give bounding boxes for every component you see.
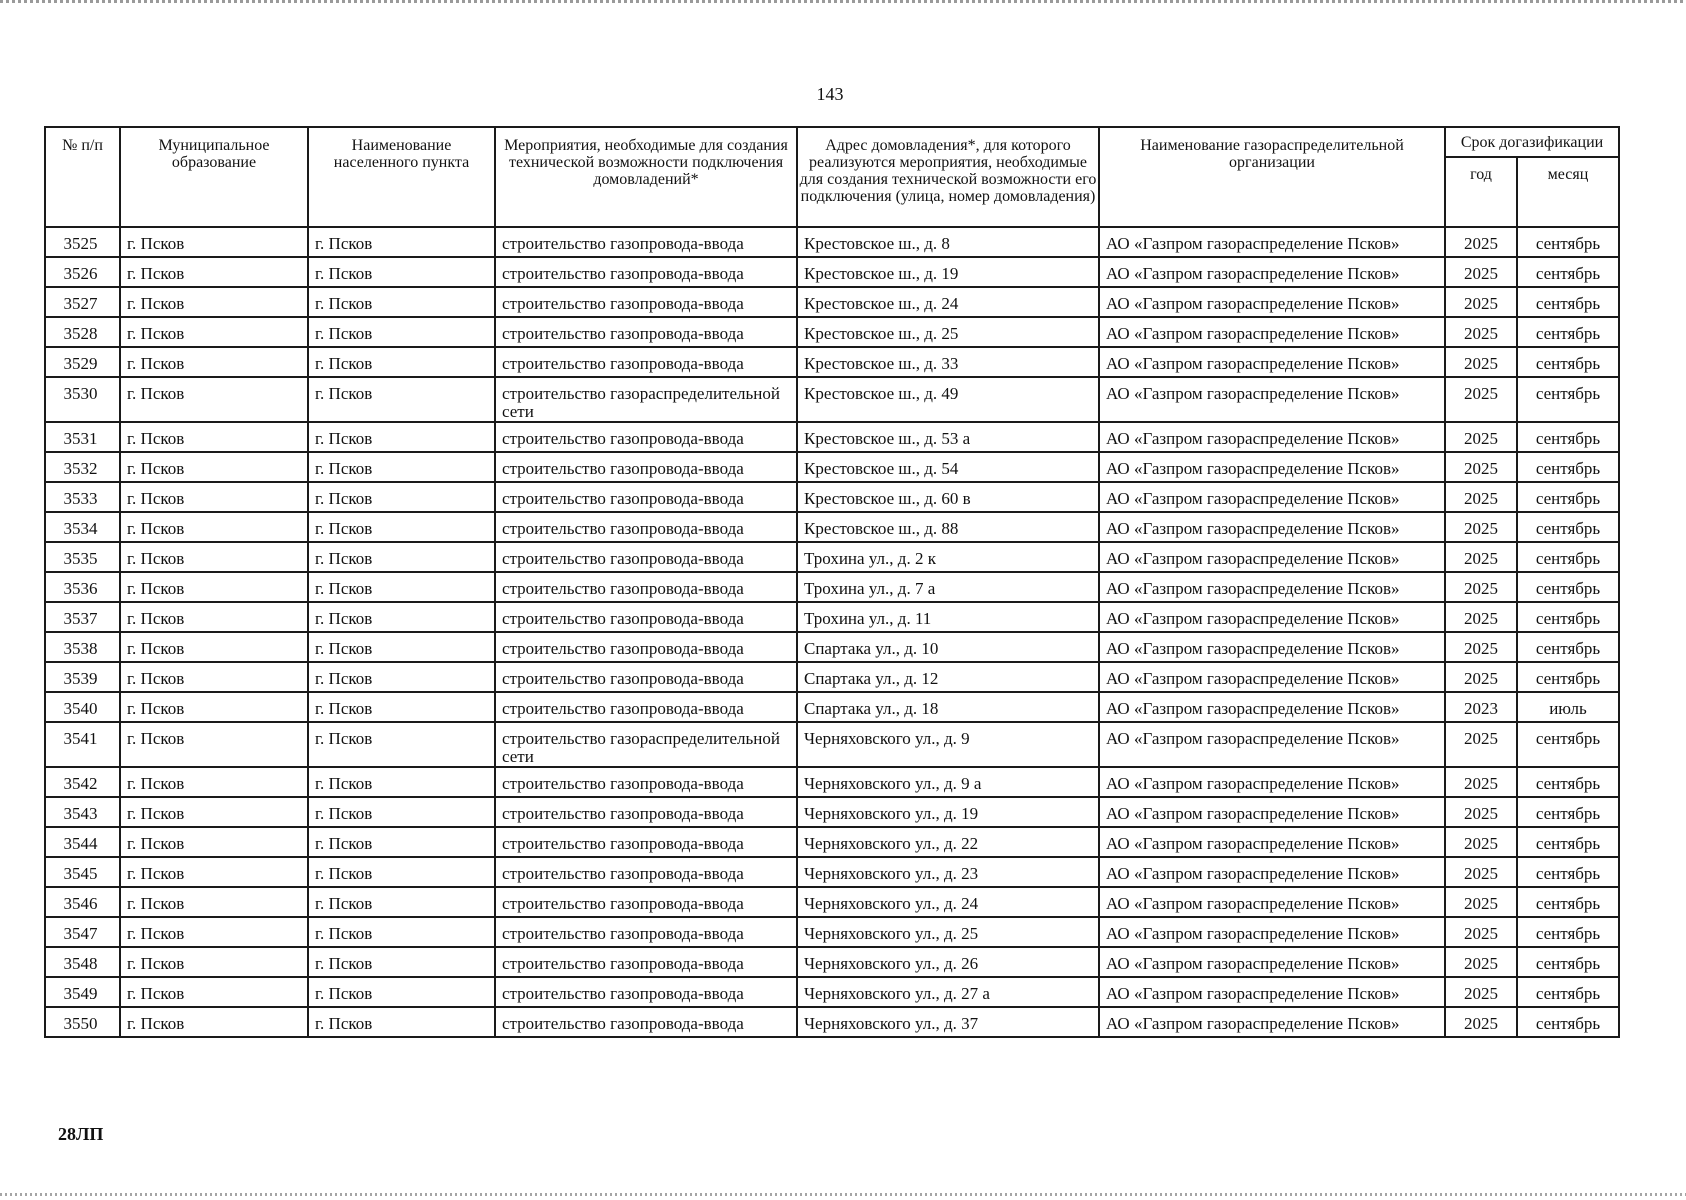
cell-num: 3526 — [45, 257, 120, 287]
table-row — [45, 692, 1619, 722]
cell-measure: строительство газопровода-ввода — [495, 422, 797, 452]
cell-organization: АО «Газпром газораспределение Псков» — [1099, 977, 1445, 1007]
cell-measure: строительство газопровода-ввода — [495, 827, 797, 857]
cell-settlement: г. Псков — [308, 287, 495, 317]
cell-settlement: г. Псков — [308, 1007, 495, 1037]
cell-year: 2025 — [1445, 257, 1517, 287]
cell-measure: строительство газопровода-ввода — [495, 692, 797, 722]
cell-address: Спартака ул., д. 12 — [797, 662, 1099, 692]
cell-organization: АО «Газпром газораспределение Псков» — [1099, 887, 1445, 917]
cell-month: сентябрь — [1517, 917, 1619, 947]
cell-num: 3550 — [45, 1007, 120, 1037]
cell-municipality: г. Псков — [120, 947, 308, 977]
cell-organization: АО «Газпром газораспределение Псков» — [1099, 602, 1445, 632]
gasification-table — [44, 126, 1620, 1038]
cell-year: 2025 — [1445, 632, 1517, 662]
cell-address: Черняховского ул., д. 25 — [797, 917, 1099, 947]
cell-measure: строительство газопровода-ввода — [495, 317, 797, 347]
cell-year: 2025 — [1445, 602, 1517, 632]
table-row — [45, 227, 1619, 257]
scan-edge-bottom — [0, 1193, 1686, 1196]
cell-month: сентябрь — [1517, 542, 1619, 572]
table-row — [45, 1007, 1619, 1037]
cell-address: Крестовское ш., д. 24 — [797, 287, 1099, 317]
cell-settlement: г. Псков — [308, 377, 495, 422]
cell-month: сентябрь — [1517, 422, 1619, 452]
cell-month: сентябрь — [1517, 512, 1619, 542]
cell-organization: АО «Газпром газораспределение Псков» — [1099, 287, 1445, 317]
cell-measure: строительство газопровода-ввода — [495, 632, 797, 662]
cell-settlement: г. Псков — [308, 977, 495, 1007]
cell-organization: АО «Газпром газораспределение Псков» — [1099, 227, 1445, 257]
cell-organization: АО «Газпром газораспределение Псков» — [1099, 422, 1445, 452]
cell-num: 3527 — [45, 287, 120, 317]
cell-measure: строительство газораспределительной сети — [495, 722, 797, 767]
header-num: № п/п — [45, 127, 120, 227]
cell-municipality: г. Псков — [120, 632, 308, 662]
table-row — [45, 887, 1619, 917]
header-settlement: Наименование населенного пункта — [308, 127, 495, 227]
cell-month: сентябрь — [1517, 572, 1619, 602]
cell-municipality: г. Псков — [120, 692, 308, 722]
cell-month: сентябрь — [1517, 887, 1619, 917]
cell-settlement: г. Псков — [308, 827, 495, 857]
cell-address: Черняховского ул., д. 9 — [797, 722, 1099, 767]
header-organization: Наименование газораспределительной организации — [1099, 127, 1445, 227]
cell-organization: АО «Газпром газораспределение Псков» — [1099, 692, 1445, 722]
cell-municipality: г. Псков — [120, 482, 308, 512]
cell-settlement: г. Псков — [308, 422, 495, 452]
cell-address: Крестовское ш., д. 19 — [797, 257, 1099, 287]
table-row — [45, 722, 1619, 767]
cell-num: 3532 — [45, 452, 120, 482]
cell-month: сентябрь — [1517, 347, 1619, 377]
cell-measure: строительство газопровода-ввода — [495, 662, 797, 692]
cell-num: 3546 — [45, 887, 120, 917]
table-row — [45, 347, 1619, 377]
cell-settlement: г. Псков — [308, 917, 495, 947]
cell-year: 2025 — [1445, 767, 1517, 797]
cell-municipality: г. Псков — [120, 287, 308, 317]
cell-settlement: г. Псков — [308, 797, 495, 827]
scan-edge-top — [0, 0, 1686, 3]
cell-organization: АО «Газпром газораспределение Псков» — [1099, 452, 1445, 482]
cell-num: 3529 — [45, 347, 120, 377]
cell-municipality: г. Псков — [120, 572, 308, 602]
cell-num: 3542 — [45, 767, 120, 797]
table-row — [45, 767, 1619, 797]
table-row — [45, 797, 1619, 827]
page-number: 143 — [816, 84, 844, 104]
cell-municipality: г. Псков — [120, 797, 308, 827]
cell-organization: АО «Газпром газораспределение Псков» — [1099, 722, 1445, 767]
cell-num: 3547 — [45, 917, 120, 947]
footer-code: 28ЛП — [58, 1124, 104, 1144]
cell-municipality: г. Псков — [120, 1007, 308, 1037]
table-row — [45, 827, 1619, 857]
cell-num: 3544 — [45, 827, 120, 857]
table-row — [45, 632, 1619, 662]
cell-measure: строительство газопровода-ввода — [495, 452, 797, 482]
cell-address: Крестовское ш., д. 60 в — [797, 482, 1099, 512]
cell-year: 2025 — [1445, 1007, 1517, 1037]
table-row — [45, 377, 1619, 422]
cell-organization: АО «Газпром газораспределение Псков» — [1099, 917, 1445, 947]
cell-organization: АО «Газпром газораспределение Псков» — [1099, 767, 1445, 797]
cell-measure: строительство газопровода-ввода — [495, 767, 797, 797]
cell-year: 2025 — [1445, 287, 1517, 317]
cell-measure: строительство газопровода-ввода — [495, 572, 797, 602]
cell-num: 3533 — [45, 482, 120, 512]
cell-year: 2025 — [1445, 512, 1517, 542]
cell-num: 3531 — [45, 422, 120, 452]
cell-municipality: г. Псков — [120, 767, 308, 797]
cell-settlement: г. Псков — [308, 602, 495, 632]
cell-year: 2025 — [1445, 227, 1517, 257]
cell-municipality: г. Псков — [120, 257, 308, 287]
table-row — [45, 602, 1619, 632]
cell-measure: строительство газопровода-ввода — [495, 482, 797, 512]
table-row — [45, 452, 1619, 482]
cell-month: сентябрь — [1517, 662, 1619, 692]
cell-measure: строительство газопровода-ввода — [495, 347, 797, 377]
cell-settlement: г. Псков — [308, 887, 495, 917]
header-month: месяц — [1517, 157, 1619, 227]
cell-measure: строительство газопровода-ввода — [495, 1007, 797, 1037]
cell-month: сентябрь — [1517, 827, 1619, 857]
cell-organization: АО «Газпром газораспределение Псков» — [1099, 797, 1445, 827]
cell-address: Крестовское ш., д. 33 — [797, 347, 1099, 377]
cell-measure: строительство газопровода-ввода — [495, 512, 797, 542]
cell-month: сентябрь — [1517, 377, 1619, 422]
cell-num: 3534 — [45, 512, 120, 542]
cell-year: 2025 — [1445, 572, 1517, 602]
cell-organization: АО «Газпром газораспределение Псков» — [1099, 827, 1445, 857]
cell-num: 3539 — [45, 662, 120, 692]
cell-settlement: г. Псков — [308, 482, 495, 512]
cell-municipality: г. Псков — [120, 542, 308, 572]
cell-municipality: г. Псков — [120, 722, 308, 767]
cell-num: 3540 — [45, 692, 120, 722]
table-row — [45, 512, 1619, 542]
cell-measure: строительство газопровода-ввода — [495, 947, 797, 977]
cell-year: 2025 — [1445, 947, 1517, 977]
cell-month: сентябрь — [1517, 857, 1619, 887]
cell-settlement: г. Псков — [308, 227, 495, 257]
cell-settlement: г. Псков — [308, 452, 495, 482]
cell-organization: АО «Газпром газораспределение Псков» — [1099, 482, 1445, 512]
cell-year: 2025 — [1445, 317, 1517, 347]
cell-settlement: г. Псков — [308, 572, 495, 602]
table-row — [45, 857, 1619, 887]
cell-month: сентябрь — [1517, 797, 1619, 827]
cell-address: Крестовское ш., д. 8 — [797, 227, 1099, 257]
cell-year: 2025 — [1445, 887, 1517, 917]
cell-municipality: г. Псков — [120, 887, 308, 917]
cell-measure: строительство газопровода-ввода — [495, 797, 797, 827]
cell-month: сентябрь — [1517, 227, 1619, 257]
cell-month: сентябрь — [1517, 482, 1619, 512]
cell-measure: строительство газопровода-ввода — [495, 257, 797, 287]
table-row — [45, 572, 1619, 602]
cell-address: Крестовское ш., д. 54 — [797, 452, 1099, 482]
cell-measure: строительство газопровода-ввода — [495, 857, 797, 887]
cell-municipality: г. Псков — [120, 422, 308, 452]
cell-organization: АО «Газпром газораспределение Псков» — [1099, 662, 1445, 692]
cell-organization: АО «Газпром газораспределение Псков» — [1099, 572, 1445, 602]
cell-municipality: г. Псков — [120, 827, 308, 857]
cell-num: 3525 — [45, 227, 120, 257]
cell-address: Трохина ул., д. 2 к — [797, 542, 1099, 572]
cell-settlement: г. Псков — [308, 257, 495, 287]
cell-month: сентябрь — [1517, 632, 1619, 662]
cell-settlement: г. Псков — [308, 347, 495, 377]
table-body — [45, 227, 1619, 1037]
table-row — [45, 662, 1619, 692]
cell-municipality: г. Псков — [120, 662, 308, 692]
cell-measure: строительство газопровода-ввода — [495, 227, 797, 257]
cell-measure: строительство газопровода-ввода — [495, 917, 797, 947]
cell-settlement: г. Псков — [308, 662, 495, 692]
cell-year: 2025 — [1445, 422, 1517, 452]
cell-measure: строительство газопровода-ввода — [495, 602, 797, 632]
cell-num: 3538 — [45, 632, 120, 662]
cell-num: 3537 — [45, 602, 120, 632]
cell-num: 3541 — [45, 722, 120, 767]
cell-settlement: г. Псков — [308, 692, 495, 722]
cell-num: 3528 — [45, 317, 120, 347]
cell-num: 3530 — [45, 377, 120, 422]
header-year: год — [1445, 157, 1517, 227]
cell-address: Черняховского ул., д. 22 — [797, 827, 1099, 857]
cell-year: 2025 — [1445, 977, 1517, 1007]
cell-measure: строительство газораспределительной сети — [495, 377, 797, 422]
cell-num: 3535 — [45, 542, 120, 572]
cell-settlement: г. Псков — [308, 512, 495, 542]
cell-month: сентябрь — [1517, 452, 1619, 482]
cell-year: 2025 — [1445, 377, 1517, 422]
cell-measure: строительство газопровода-ввода — [495, 977, 797, 1007]
cell-settlement: г. Псков — [308, 722, 495, 767]
header-term: Срок догазификации — [1445, 127, 1619, 157]
cell-year: 2025 — [1445, 347, 1517, 377]
table-row — [45, 917, 1619, 947]
cell-settlement: г. Псков — [308, 857, 495, 887]
header-municipality: Муниципальное образование — [120, 127, 308, 227]
table-row — [45, 977, 1619, 1007]
cell-organization: АО «Газпром газораспределение Псков» — [1099, 857, 1445, 887]
table-row — [45, 257, 1619, 287]
cell-month: сентябрь — [1517, 977, 1619, 1007]
cell-settlement: г. Псков — [308, 767, 495, 797]
cell-month: сентябрь — [1517, 1007, 1619, 1037]
cell-organization: АО «Газпром газораспределение Псков» — [1099, 947, 1445, 977]
cell-num: 3545 — [45, 857, 120, 887]
header-address: Адрес домовладения*, для которого реализуются мероприятия, необходимые для создания технической возможности его подключения (улица, номер домовладения) — [797, 127, 1099, 227]
cell-settlement: г. Псков — [308, 632, 495, 662]
table-row — [45, 947, 1619, 977]
cell-settlement: г. Псков — [308, 317, 495, 347]
cell-measure: строительство газопровода-ввода — [495, 887, 797, 917]
cell-address: Крестовское ш., д. 53 а — [797, 422, 1099, 452]
cell-year: 2025 — [1445, 452, 1517, 482]
header-measures: Мероприятия, необходимые для создания технической возможности подключения домовладений* — [495, 127, 797, 227]
cell-municipality: г. Псков — [120, 917, 308, 947]
cell-year: 2023 — [1445, 692, 1517, 722]
cell-month: сентябрь — [1517, 767, 1619, 797]
cell-settlement: г. Псков — [308, 947, 495, 977]
cell-year: 2025 — [1445, 722, 1517, 767]
cell-address: Черняховского ул., д. 37 — [797, 1007, 1099, 1037]
cell-address: Крестовское ш., д. 88 — [797, 512, 1099, 542]
cell-organization: АО «Газпром газораспределение Псков» — [1099, 632, 1445, 662]
cell-address: Черняховского ул., д. 23 — [797, 857, 1099, 887]
cell-organization: АО «Газпром газораспределение Псков» — [1099, 542, 1445, 572]
cell-municipality: г. Псков — [120, 377, 308, 422]
cell-settlement: г. Псков — [308, 542, 495, 572]
cell-num: 3549 — [45, 977, 120, 1007]
cell-municipality: г. Псков — [120, 977, 308, 1007]
cell-municipality: г. Псков — [120, 512, 308, 542]
table-header — [45, 127, 1619, 227]
cell-organization: АО «Газпром газораспределение Псков» — [1099, 512, 1445, 542]
cell-num: 3543 — [45, 797, 120, 827]
cell-month: сентябрь — [1517, 317, 1619, 347]
cell-year: 2025 — [1445, 827, 1517, 857]
cell-municipality: г. Псков — [120, 452, 308, 482]
cell-organization: АО «Газпром газораспределение Псков» — [1099, 1007, 1445, 1037]
cell-address: Крестовское ш., д. 25 — [797, 317, 1099, 347]
cell-address: Спартака ул., д. 18 — [797, 692, 1099, 722]
cell-municipality: г. Псков — [120, 347, 308, 377]
cell-measure: строительство газопровода-ввода — [495, 542, 797, 572]
cell-month: сентябрь — [1517, 287, 1619, 317]
cell-measure: строительство газопровода-ввода — [495, 287, 797, 317]
cell-month: сентябрь — [1517, 257, 1619, 287]
cell-address: Черняховского ул., д. 26 — [797, 947, 1099, 977]
cell-address: Спартака ул., д. 10 — [797, 632, 1099, 662]
cell-year: 2025 — [1445, 797, 1517, 827]
table-row — [45, 422, 1619, 452]
table-row — [45, 317, 1619, 347]
cell-num: 3548 — [45, 947, 120, 977]
cell-address: Черняховского ул., д. 19 — [797, 797, 1099, 827]
cell-municipality: г. Псков — [120, 227, 308, 257]
cell-year: 2025 — [1445, 662, 1517, 692]
cell-month: сентябрь — [1517, 722, 1619, 767]
cell-num: 3536 — [45, 572, 120, 602]
cell-year: 2025 — [1445, 482, 1517, 512]
cell-organization: АО «Газпром газораспределение Псков» — [1099, 347, 1445, 377]
cell-address: Трохина ул., д. 11 — [797, 602, 1099, 632]
table-row — [45, 542, 1619, 572]
cell-month: сентябрь — [1517, 947, 1619, 977]
cell-municipality: г. Псков — [120, 857, 308, 887]
cell-municipality: г. Псков — [120, 317, 308, 347]
table-row — [45, 482, 1619, 512]
cell-address: Черняховского ул., д. 24 — [797, 887, 1099, 917]
cell-organization: АО «Газпром газораспределение Псков» — [1099, 257, 1445, 287]
cell-organization: АО «Газпром газораспределение Псков» — [1099, 377, 1445, 422]
cell-address: Трохина ул., д. 7 а — [797, 572, 1099, 602]
cell-organization: АО «Газпром газораспределение Псков» — [1099, 317, 1445, 347]
cell-month: июль — [1517, 692, 1619, 722]
cell-address: Черняховского ул., д. 27 а — [797, 977, 1099, 1007]
cell-municipality: г. Псков — [120, 602, 308, 632]
cell-month: сентябрь — [1517, 602, 1619, 632]
cell-address: Черняховского ул., д. 9 а — [797, 767, 1099, 797]
cell-year: 2025 — [1445, 917, 1517, 947]
cell-year: 2025 — [1445, 857, 1517, 887]
table-row — [45, 287, 1619, 317]
cell-year: 2025 — [1445, 542, 1517, 572]
cell-address: Крестовское ш., д. 49 — [797, 377, 1099, 422]
